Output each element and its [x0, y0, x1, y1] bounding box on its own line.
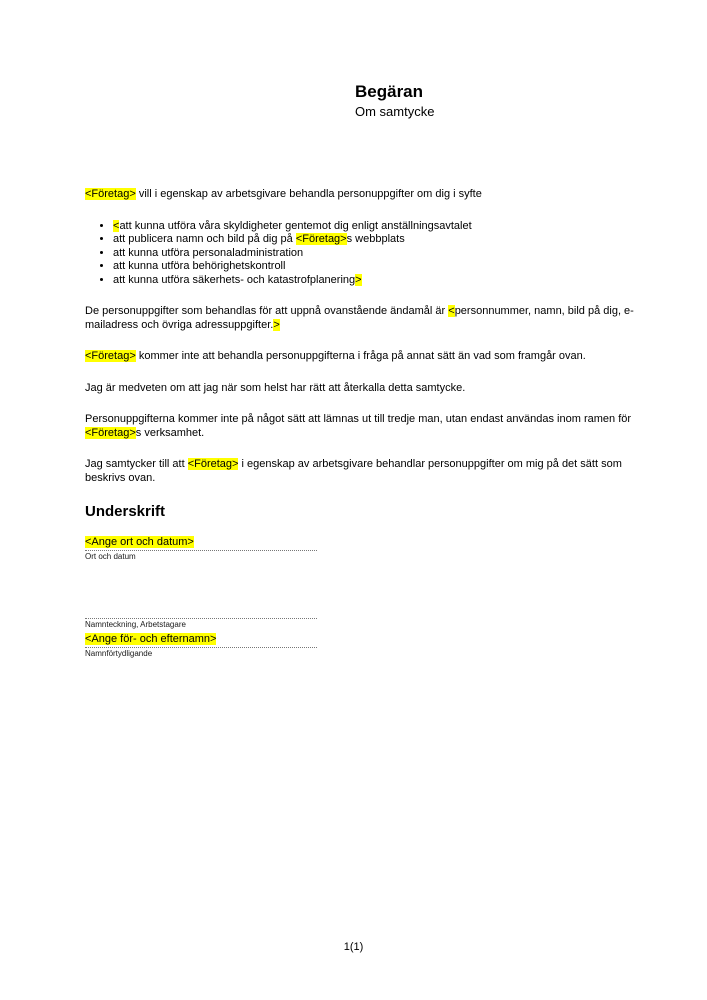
text-run: att kunna utföra behörighetskontroll: [113, 260, 286, 272]
text-run: att kunna utföra personaladministration: [113, 246, 304, 259]
body-paragraph: [85, 305, 637, 332]
placeholder-token[interactable]: <Företag>: [85, 350, 136, 362]
purpose-item: [113, 247, 637, 261]
signature-caption: Namnteckning, Arbetstagare: [85, 620, 186, 629]
document-subtitle: Om samtycke: [355, 104, 435, 120]
body-paragraph: [85, 350, 637, 364]
place-date-line[interactable]: [85, 536, 317, 551]
place-date-caption: Ort och datum: [85, 552, 136, 561]
text-run: s webbplats: [346, 233, 405, 245]
body-paragraph: [85, 458, 637, 485]
placeholder-token[interactable]: <Företag>: [295, 233, 347, 245]
text-run: Jag samtycker till att: [85, 458, 188, 470]
name-line[interactable]: [85, 633, 317, 648]
body-paragraphs: [85, 305, 637, 485]
placeholder-token[interactable]: <: [113, 219, 120, 232]
body-paragraph: [85, 413, 637, 440]
placeholder-token[interactable]: <Företag>: [187, 458, 239, 470]
signature-field-signature: [85, 604, 317, 630]
purpose-item: [113, 274, 637, 288]
text-run: i egenskap av arbetsgivare behandlar personuppgifter om mig på det sätt som beskrivs ovan.: [85, 458, 622, 484]
body-paragraph: [85, 382, 637, 396]
document-title: Begäran: [355, 82, 424, 101]
text-run: att kunna utföra våra skyldigheter gentemot dig enligt anställningsavtalet: [119, 219, 472, 232]
purpose-list: [85, 220, 637, 288]
placeholder-token[interactable]: <Företag>: [85, 426, 136, 439]
text-run: att publicera namn och bild på dig på: [113, 233, 296, 245]
name-caption: Namnförtydligande: [85, 649, 153, 658]
place-date-placeholder[interactable]: <Ange ort och datum>: [85, 536, 194, 548]
text-run: vill i egenskap av arbetsgivare behandla personuppgifter om dig i syfte: [135, 188, 482, 200]
text-run: De personuppgifter som behandlas för att uppnå ovanstående ändamål är: [85, 305, 449, 317]
page-number: 1(1): [343, 941, 364, 953]
text-run: personnummer, namn, bild på dig, e-mailadress och övriga adressuppgifter.: [85, 305, 634, 331]
intro-paragraph: [85, 188, 637, 202]
signature-field-name: [85, 633, 317, 659]
text-run: s verksamhet.: [135, 426, 205, 439]
text-run: kommer inte att behandla personuppgifterna i fråga på annat sätt än vad som framgår ovan.: [135, 350, 586, 362]
document-body: [85, 188, 637, 659]
signature-heading: Underskrift: [85, 503, 166, 520]
purpose-item: [113, 233, 637, 247]
name-placeholder[interactable]: <Ange för- och efternamn>: [85, 633, 217, 645]
placeholder-token[interactable]: <: [448, 305, 455, 317]
placeholder-token[interactable]: >: [273, 318, 280, 331]
text-run: att kunna utföra säkerhets- och katastrofplanering: [113, 273, 356, 286]
purpose-item: [113, 220, 637, 234]
text-run: Jag är medveten om att jag när som helst har rätt att återkalla detta samtycke.: [85, 381, 466, 394]
title-block: [355, 82, 434, 120]
purpose-item: [113, 260, 637, 274]
text-run: Personuppgifterna kommer inte på något sätt att lämnas ut till tredje man, utan endast användas inom ramen för: [85, 413, 632, 425]
placeholder-token[interactable]: >: [355, 273, 362, 286]
signature-line[interactable]: [85, 604, 317, 619]
signature-field-place-date: [85, 536, 317, 562]
placeholder-token[interactable]: <Företag>: [85, 188, 136, 200]
